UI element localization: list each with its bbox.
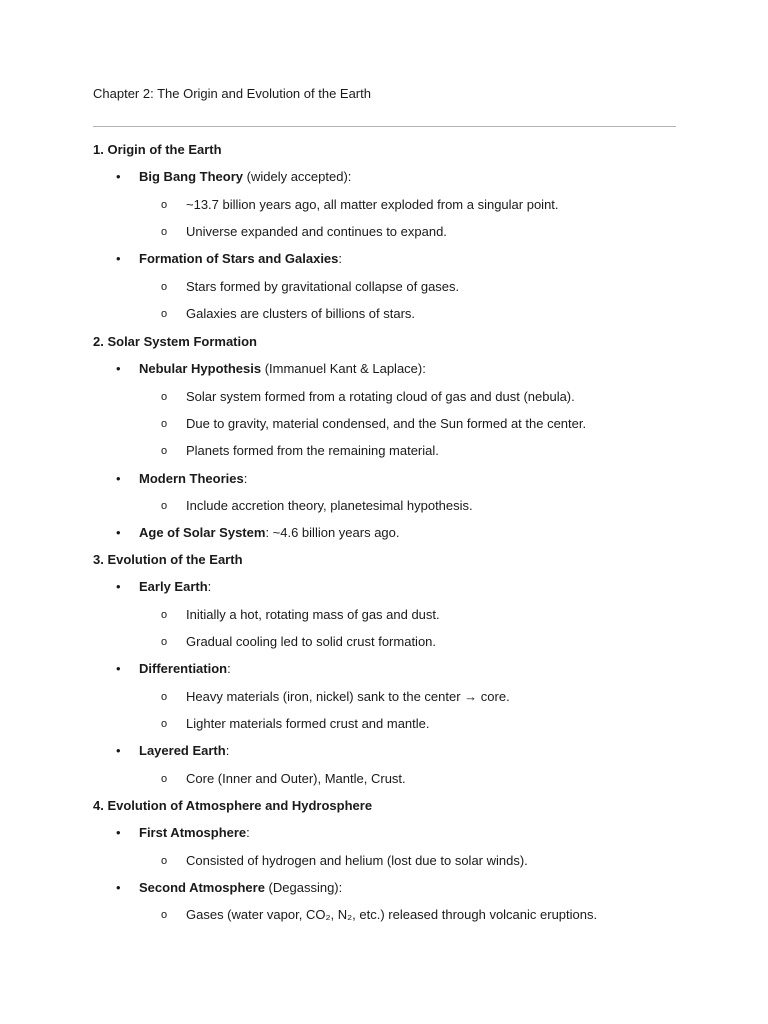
sub-bullet-marker: o bbox=[161, 198, 168, 211]
bullet-description: (Degassing): bbox=[264, 880, 343, 896]
sub-bullet-text: Due to gravity, material condensed, and the Sun formed at the center. bbox=[186, 416, 587, 432]
bullet-term: Layered Earth bbox=[139, 743, 226, 759]
sub-bullet-text: ~13.7 billion years ago, all matter exploded from a singular point. bbox=[186, 196, 559, 212]
bullet-term: Modern Theories bbox=[139, 470, 244, 486]
sub-bullet-marker: o bbox=[161, 500, 168, 513]
sub-bullet-text: Initially a hot, rotating mass of gas and dust. bbox=[186, 606, 440, 622]
sub-bullet-text: Galaxies are clusters of billions of stars. bbox=[186, 306, 416, 322]
sub-bullet-text: Consisted of hydrogen and helium (lost due to solar winds). bbox=[186, 852, 528, 868]
section-heading: 4. Evolution of Atmosphere and Hydrosphere bbox=[93, 798, 373, 813]
section-heading: 3. Evolution of the Earth bbox=[93, 552, 243, 567]
sub-bullet-marker: o bbox=[161, 390, 168, 403]
bullet-marker: • bbox=[116, 743, 121, 759]
sub-bullet-item bbox=[161, 497, 473, 515]
bullet-item bbox=[116, 168, 352, 186]
bullet-marker: • bbox=[116, 169, 121, 185]
bullet-marker: • bbox=[116, 361, 121, 377]
bullet-term: Differentiation bbox=[139, 661, 228, 677]
sub-bullet-text: Stars formed by gravitational collapse of gases. bbox=[186, 278, 460, 294]
bullet-item bbox=[116, 470, 248, 488]
bullet-term: First Atmosphere bbox=[139, 825, 247, 841]
sub-bullet-item bbox=[161, 388, 575, 406]
sub-bullet-item bbox=[161, 305, 416, 323]
sub-bullet-marker: o bbox=[161, 772, 168, 785]
page-title: Chapter 2: The Origin and Evolution of the Earth bbox=[93, 86, 371, 101]
bullet-description: : bbox=[207, 579, 212, 595]
sub-bullet-item bbox=[161, 196, 559, 214]
bullet-item bbox=[116, 824, 250, 842]
sub-bullet-item bbox=[161, 852, 528, 870]
sub-bullet-marker: o bbox=[161, 718, 168, 731]
sub-bullet-item bbox=[161, 415, 587, 433]
bullet-description: : bbox=[246, 825, 250, 841]
sub-bullet-marker: o bbox=[161, 280, 168, 293]
bullet-item bbox=[116, 250, 343, 268]
section-heading: 1. Origin of the Earth bbox=[93, 142, 222, 157]
bullet-marker: • bbox=[116, 470, 121, 486]
sub-bullet-marker: o bbox=[161, 854, 168, 867]
bullet-term: Second Atmosphere bbox=[139, 880, 265, 896]
sub-bullet-text: Core (Inner and Outer), Mantle, Crust. bbox=[186, 770, 406, 786]
sub-bullet-text: Universe expanded and continues to expand. bbox=[186, 224, 447, 240]
sub-bullet-item bbox=[161, 223, 447, 241]
sub-bullet-marker: o bbox=[161, 608, 168, 621]
bullet-item bbox=[116, 360, 426, 378]
bullet-description: (widely accepted): bbox=[243, 169, 352, 185]
sub-bullet-text: Gases (water vapor, CO₂, N₂, etc.) released through volcanic eruptions. bbox=[186, 907, 598, 923]
sub-bullet-item bbox=[161, 633, 437, 651]
sub-bullet-item bbox=[161, 770, 406, 788]
sub-bullet-text: Solar system formed from a rotating cloud of gas and dust (nebula). bbox=[186, 388, 575, 404]
sub-bullet-marker: o bbox=[161, 636, 168, 649]
sub-bullet-text: Heavy materials (iron, nickel) sank to the center → core. bbox=[186, 688, 510, 704]
sub-bullet-text: Lighter materials formed crust and mantle. bbox=[186, 716, 430, 732]
sub-bullet-item bbox=[161, 715, 430, 733]
sub-bullet-item bbox=[161, 278, 460, 296]
bullet-item bbox=[116, 660, 231, 678]
bullet-marker: • bbox=[116, 825, 121, 841]
bullet-term: Early Earth bbox=[139, 579, 208, 595]
bullet-marker: • bbox=[116, 880, 121, 896]
sub-bullet-marker: o bbox=[161, 226, 168, 239]
horizontal-divider bbox=[93, 126, 676, 127]
bullet-marker: • bbox=[116, 525, 121, 541]
bullet-marker: • bbox=[116, 579, 121, 595]
bullet-description: : bbox=[225, 743, 230, 759]
bullet-marker: • bbox=[116, 661, 121, 677]
bullet-description: : ~4.6 billion years ago. bbox=[265, 525, 400, 541]
bullet-term: Nebular Hypothesis bbox=[139, 361, 262, 377]
bullet-term: Big Bang Theory bbox=[139, 169, 244, 185]
bullet-description: : bbox=[338, 251, 343, 267]
sub-bullet-item bbox=[161, 606, 440, 624]
sub-bullet-text: Include accretion theory, planetesimal hypothesis. bbox=[186, 498, 473, 514]
sub-bullet-text: Planets formed from the remaining material. bbox=[186, 443, 439, 459]
bullet-description: (Immanuel Kant & Laplace): bbox=[261, 361, 426, 377]
sub-bullet-marker: o bbox=[161, 909, 168, 922]
sub-bullet-marker: o bbox=[161, 308, 168, 321]
sub-bullet-marker: o bbox=[161, 690, 168, 703]
bullet-term: Formation of Stars and Galaxies bbox=[139, 251, 339, 267]
sub-bullet-item bbox=[161, 688, 510, 706]
bullet-term: Age of Solar System bbox=[139, 525, 266, 541]
sub-bullet-item bbox=[161, 442, 439, 460]
section-heading: 2. Solar System Formation bbox=[93, 334, 257, 349]
sub-bullet-text: Gradual cooling led to solid crust formation. bbox=[186, 634, 437, 650]
bullet-item bbox=[116, 578, 212, 596]
sub-bullet-item bbox=[161, 906, 598, 924]
sub-bullet-marker: o bbox=[161, 418, 168, 431]
bullet-item bbox=[116, 742, 230, 760]
bullet-item bbox=[116, 524, 400, 542]
bullet-marker: • bbox=[116, 251, 121, 267]
bullet-description: : bbox=[227, 661, 231, 677]
bullet-item bbox=[116, 879, 343, 897]
bullet-description: : bbox=[243, 470, 248, 486]
sub-bullet-marker: o bbox=[161, 445, 168, 458]
